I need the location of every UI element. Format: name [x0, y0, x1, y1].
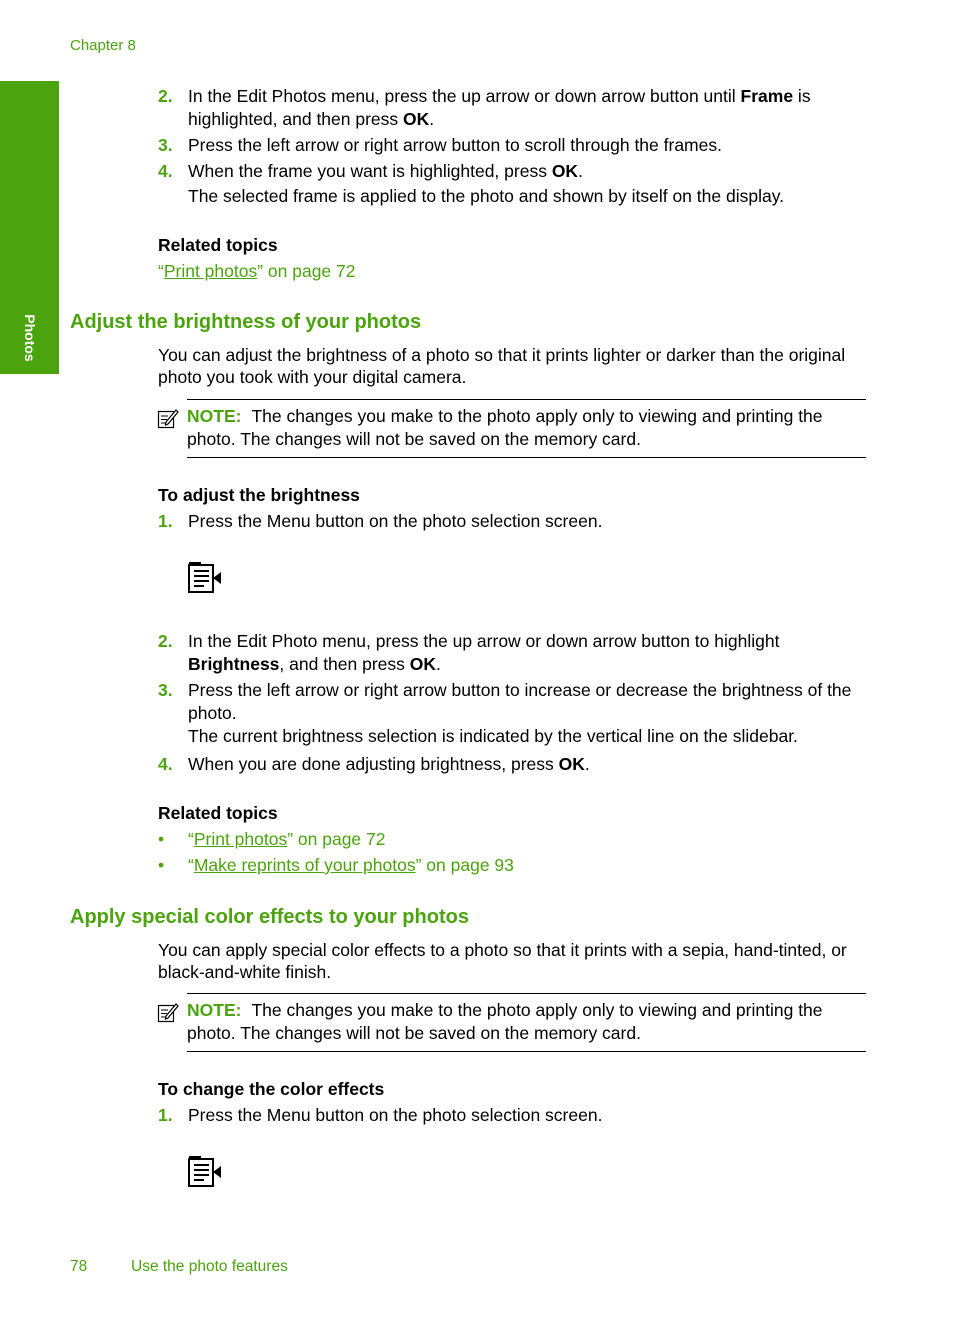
color-step-1: [158, 1104, 868, 1127]
related-link-make-reprints[interactable]: “Make reprints of your photos” on page 93: [188, 855, 514, 875]
chapter-label: Chapter 8: [70, 37, 136, 54]
related-link-print-photos[interactable]: “Print photos” on page 72: [158, 261, 356, 281]
step-result: The selected frame is applied to the photo and shown by itself on the display.: [188, 186, 785, 206]
step-number: 1.: [158, 511, 173, 531]
frame-step-4: [158, 160, 868, 208]
brightness-step-1: [158, 510, 868, 533]
note-label: NOTE:: [187, 1000, 242, 1020]
note-pencil-icon: [157, 407, 179, 429]
brightness-intro: You can adjust the brightness of a photo so that it prints lighter or darker than the original photo you took with your digital camera.: [158, 345, 846, 387]
section-heading-brightness: Adjust the brightness of your photos: [70, 311, 422, 333]
brightness-step-2: [158, 630, 868, 676]
note-text: The changes you make to the photo apply only to viewing and printing the photo. The changes will not be saved on the memory card.: [187, 406, 823, 449]
related-link-print-photos[interactable]: “Print photos” on page 72: [188, 829, 386, 849]
step-number: 2.: [158, 86, 173, 106]
step-text: When the frame you want is highlighted, press OK.: [188, 161, 583, 181]
bullet: •: [158, 829, 165, 849]
procedure-title-brightness: To adjust the brightness: [158, 485, 360, 505]
footer-section-title: Use the photo features: [131, 1258, 288, 1275]
frame-step-2: [158, 85, 868, 131]
menu-button-icon: [187, 1155, 223, 1189]
menu-button-icon: [187, 561, 223, 595]
section-heading-color-effects: Apply special color effects to your photos: [70, 906, 469, 928]
step-text: Press the left arrow or right arrow button to increase or decrease the brightness of the photo.: [188, 680, 852, 723]
brightness-step-4: [158, 753, 868, 776]
step-number: 3.: [158, 680, 173, 700]
page-number: 78: [70, 1258, 88, 1275]
side-tab-label: Photos: [22, 314, 38, 362]
bullet: •: [158, 855, 165, 875]
step-text: In the Edit Photo menu, press the up arrow or down arrow button to highlight Brightness, and then press OK.: [188, 631, 780, 674]
step-text: When you are done adjusting brightness, press OK.: [188, 754, 590, 774]
step-text: Press the Menu button on the photo selection screen.: [188, 1105, 603, 1125]
note-pencil-icon: [157, 1001, 179, 1023]
procedure-title-color: To change the color effects: [158, 1079, 385, 1099]
step-number: 1.: [158, 1105, 173, 1125]
related-topics-title: Related topics: [158, 235, 278, 255]
note-label: NOTE:: [187, 406, 242, 426]
brightness-step-3: [158, 679, 868, 748]
step-number: 4.: [158, 161, 173, 181]
step-text: Press the Menu button on the photo selection screen.: [188, 511, 603, 531]
step-number: 2.: [158, 631, 173, 651]
step-result: The current brightness selection is indicated by the vertical line on the slidebar.: [188, 726, 798, 746]
color-note: [187, 993, 866, 1052]
frame-step-3: [158, 134, 868, 157]
step-text: In the Edit Photos menu, press the up arrow or down arrow button until Frame is highlighted, and then press OK.: [188, 86, 811, 129]
step-text: Press the left arrow or right arrow button to scroll through the frames.: [188, 135, 722, 155]
step-number: 4.: [158, 754, 173, 774]
color-intro: You can apply special color effects to a photo so that it prints with a sepia, hand-tinted, or black-and-white finish.: [158, 940, 847, 982]
related-topics-title: Related topics: [158, 803, 278, 823]
brightness-note: [187, 399, 866, 458]
note-text: The changes you make to the photo apply only to viewing and printing the photo. The changes will not be saved on the memory card.: [187, 1000, 823, 1043]
step-number: 3.: [158, 135, 173, 155]
